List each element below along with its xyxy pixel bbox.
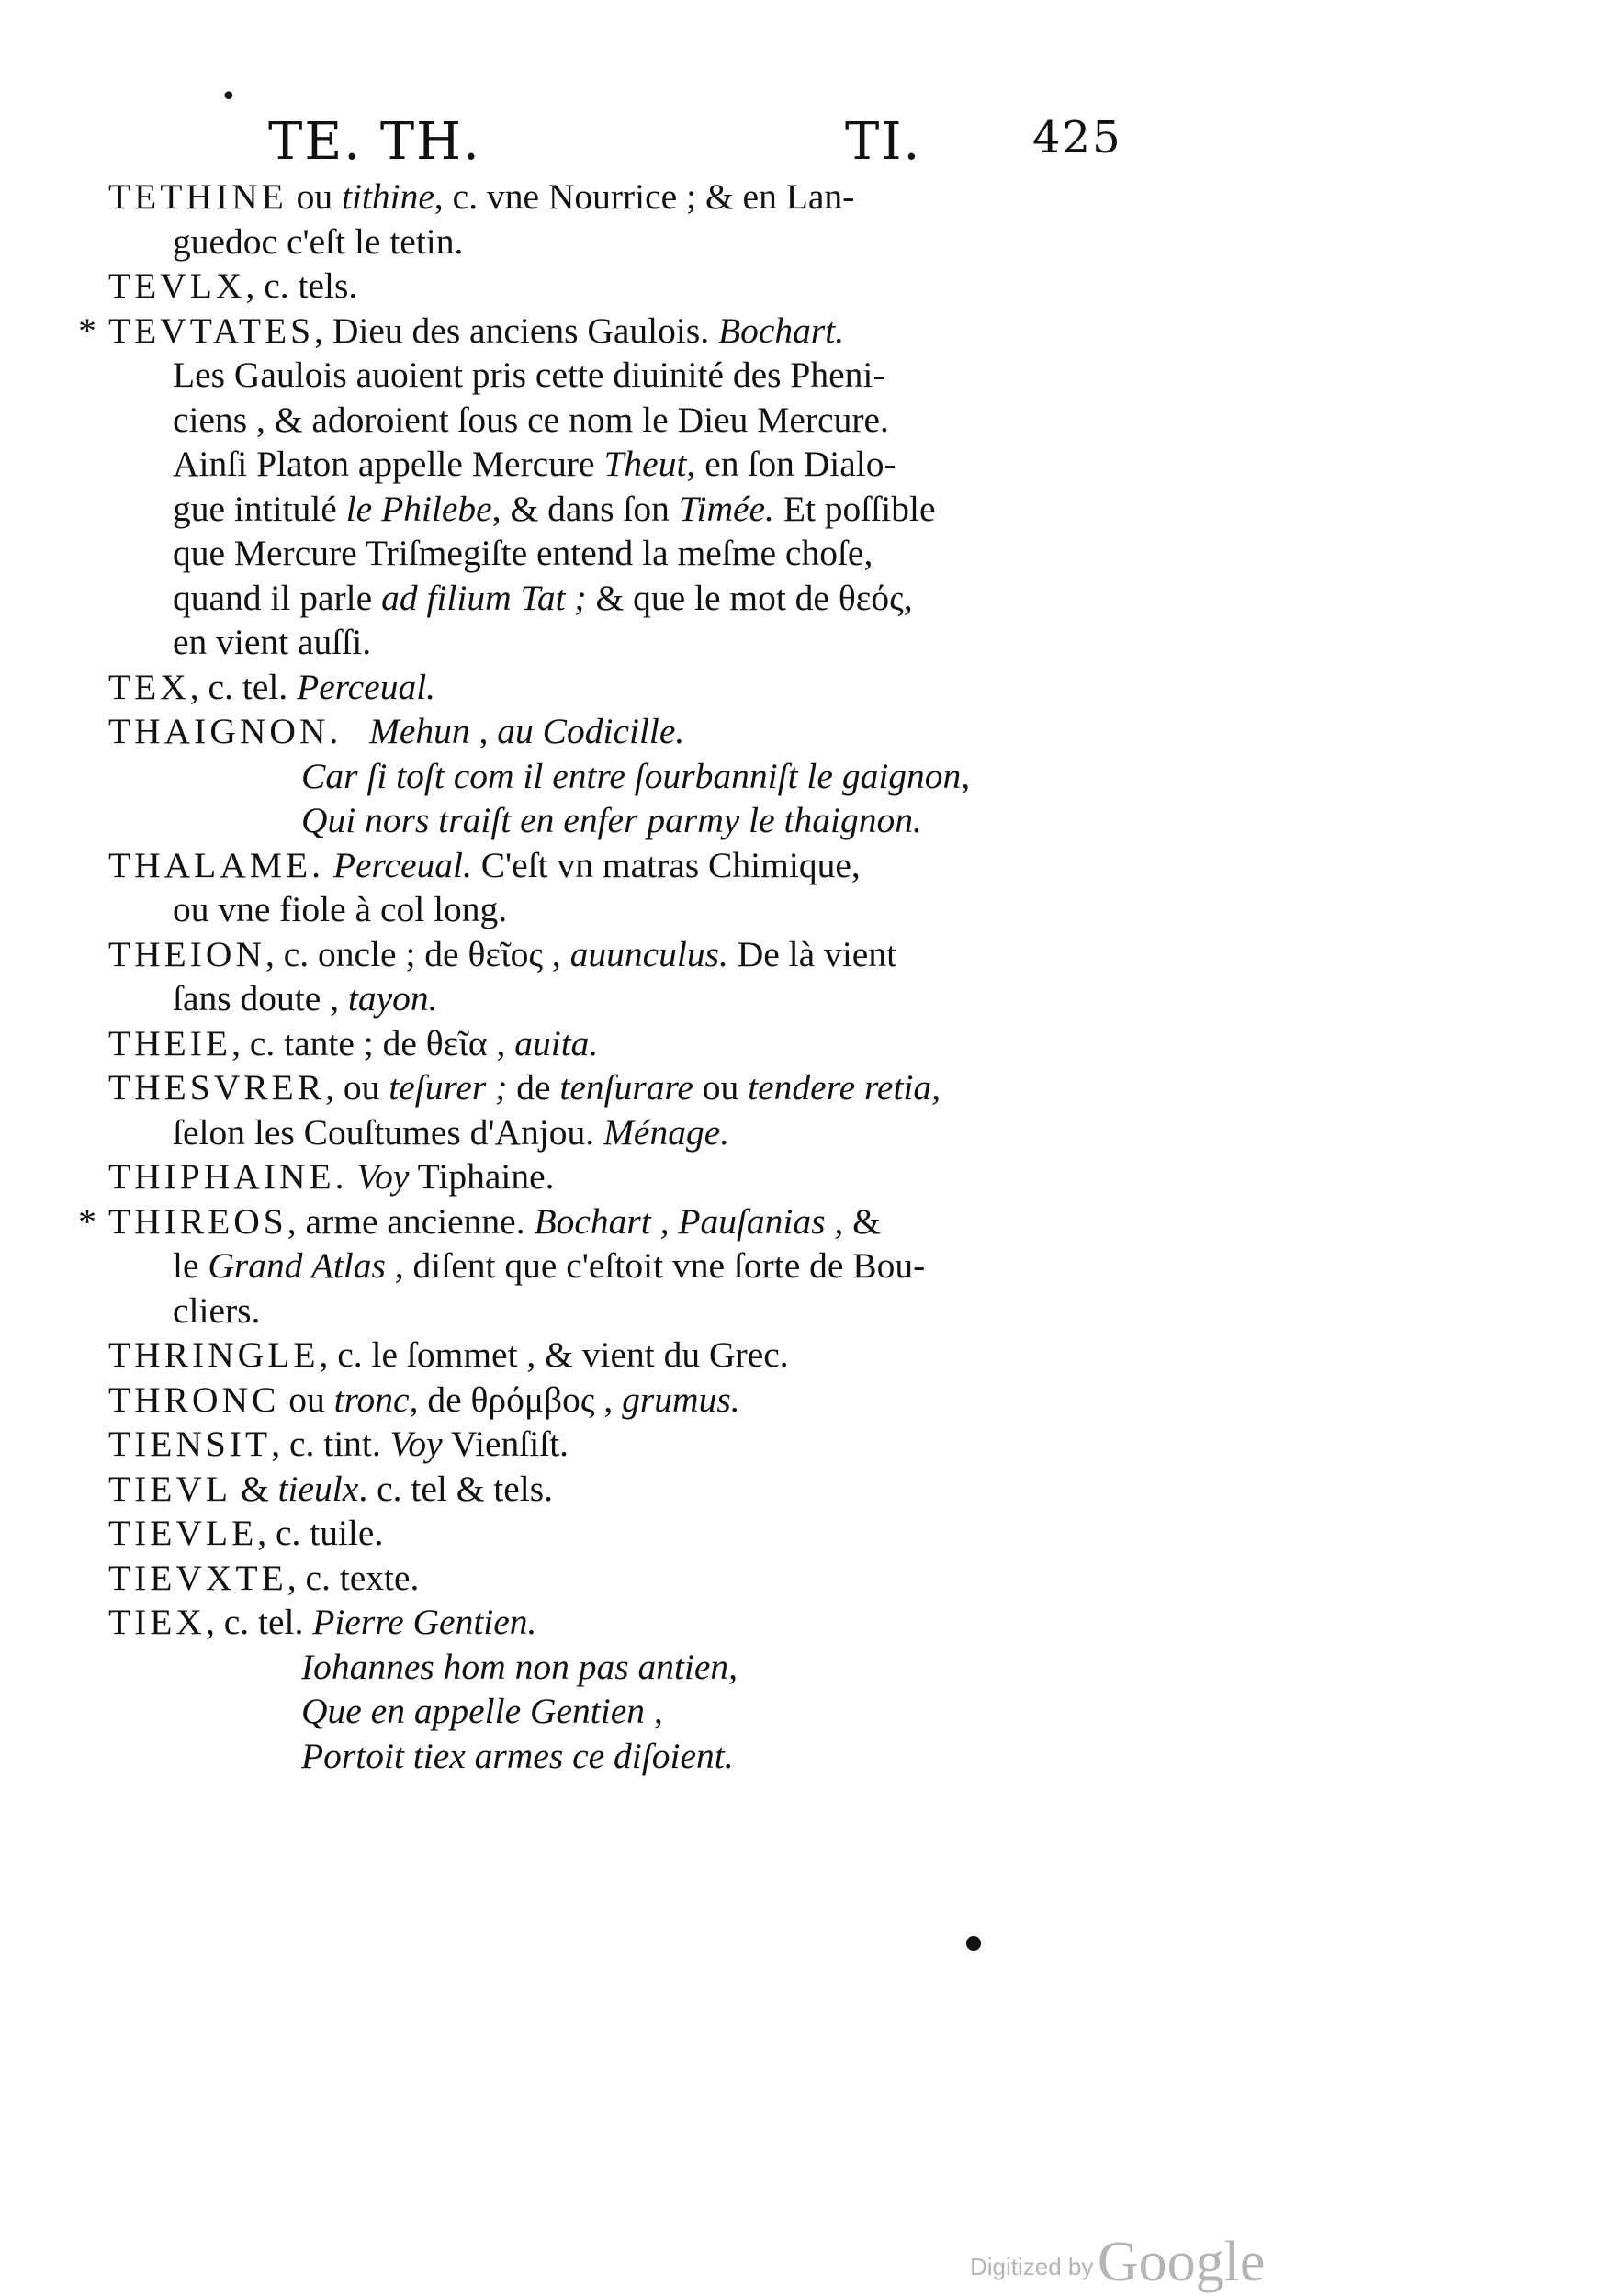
headword: TIEVLE <box>108 1513 258 1553</box>
entry-continuation: en vient auſſi. <box>173 622 372 662</box>
entry-text: , c. tels. <box>245 265 358 306</box>
entry-text: quand il parle <box>173 577 373 618</box>
entry-tex <box>108 665 1137 710</box>
entry-italic: Voy <box>389 1424 443 1464</box>
entry-continuation: Les Gaulois auoient pris cette diuinité des Pheni- <box>173 355 885 395</box>
entry-text: . c. tel & tels. <box>358 1468 554 1509</box>
entry-text: Vienſiſt. <box>450 1424 569 1464</box>
headword: THRINGLE <box>108 1334 320 1375</box>
headword: THEIE <box>108 1022 232 1064</box>
entry-italic: teſurer ; <box>389 1067 508 1108</box>
entry-continuation: guedoc c'eſt le tetin. <box>173 220 464 262</box>
entry-italic: tendere retia, <box>748 1067 941 1108</box>
entry-text: de θρόμβος , <box>427 1379 614 1420</box>
headword: TIEVL <box>108 1468 232 1509</box>
verse-line: Car ſi toſt com il entre ſourbanniſt le gaignon, <box>301 755 971 796</box>
entry-thalame <box>108 843 1137 888</box>
entry-text: , & dans ſon <box>491 488 670 529</box>
entry-italic: tronc, <box>333 1379 419 1420</box>
entry-italic: Timée. <box>678 488 774 529</box>
entry-continuation <box>108 1244 1137 1289</box>
entry-italic: Pierre Gentien. <box>312 1602 537 1642</box>
headword: THEION <box>108 933 265 974</box>
entry-text: diſent que c'eſtoit vne ſorte de Bou- <box>412 1245 926 1286</box>
entry-theion <box>108 932 1137 977</box>
entry-text: , c. tuile. <box>257 1513 384 1553</box>
entry-italic: Grand Atlas , <box>208 1245 404 1286</box>
entry-italic: Voy <box>356 1156 410 1197</box>
entry-text: , arme ancienne. <box>287 1200 525 1242</box>
google-logo-text: Google <box>1097 2231 1266 2293</box>
entry-text: ou <box>702 1067 739 1108</box>
entry-text: C'eſt vn matras Chimique, <box>480 844 861 885</box>
entry-italic: Perceual. <box>297 666 436 707</box>
entry-italic: tayon. <box>347 978 438 1019</box>
entry-text: ſans doute , <box>173 978 340 1019</box>
headword: THAIGNON. <box>108 711 343 751</box>
entry-text: ſelon les Couſtumes d'Anjou. <box>173 1111 595 1153</box>
entry-continuation: que Mercure Triſmegiſte entend la meſme choſe, <box>173 533 873 573</box>
entry-text: , c. le ſommet , & vient du Grec. <box>319 1334 789 1375</box>
entry-teutates <box>78 309 1137 354</box>
entry-continuation: ciens , & adoroient ſous ce nom le Dieu Mercure. <box>173 399 889 440</box>
entry-thronc <box>108 1378 1137 1423</box>
headword: TEVLX <box>108 265 246 306</box>
headword: TIENSIT <box>108 1424 272 1464</box>
entry-text: & <box>852 1200 881 1242</box>
verse-line: Que en appelle Gentien , <box>301 1691 663 1731</box>
entry-continuation <box>108 442 1137 487</box>
entry-thireos <box>78 1199 1137 1244</box>
entry-text: & <box>240 1468 269 1509</box>
entry-text: , Dieu des anciens Gaulois. <box>314 310 710 351</box>
entry-italic: auita. <box>514 1022 599 1064</box>
entry-continuation <box>108 576 1137 621</box>
entry-italic: tithine <box>341 176 434 217</box>
entry-text: , ou <box>325 1067 380 1108</box>
entry-italic: Theut <box>603 444 687 484</box>
running-head-left: TE. TH. <box>268 112 481 172</box>
entry-tievle <box>108 1511 1137 1556</box>
entry-tiensit <box>108 1422 1137 1467</box>
entry-text: De là vient <box>737 933 897 974</box>
entry-italic: Ménage. <box>603 1111 730 1153</box>
entry-italic: grumus. <box>622 1379 740 1420</box>
headword: THESVRER <box>108 1067 326 1108</box>
asterisk-mark: * <box>78 310 96 351</box>
entry-text: & que le mot de θεός, <box>595 577 913 618</box>
entry-text: , c. tel. <box>189 666 288 707</box>
entry-text: ou <box>288 1379 325 1420</box>
headword: TIEVXTE <box>108 1557 287 1598</box>
ink-speck: • <box>220 81 237 113</box>
headword: THALAME. <box>108 844 324 885</box>
verse-line: Iohannes hom non pas antien, <box>301 1646 738 1687</box>
headword: THIREOS <box>108 1200 287 1242</box>
entry-text: ou <box>296 176 333 217</box>
entry-thaignon <box>108 709 1137 754</box>
entry-tievxte <box>108 1556 1137 1601</box>
entry-text: Tiphaine. <box>417 1156 555 1197</box>
entry-text: de <box>516 1067 551 1108</box>
entry-tethine <box>108 174 1137 219</box>
digitization-watermark <box>970 2230 1265 2295</box>
entry-thiphaine <box>108 1154 1137 1199</box>
entry-text: , en ſon Dialo- <box>686 444 896 484</box>
entry-italic: le Philebe <box>345 488 492 529</box>
entry-text: gue intitulé <box>173 488 337 529</box>
entry-italic: auunculus. <box>569 933 728 974</box>
entry-italic: tieulx <box>277 1468 359 1509</box>
headword: TEX <box>108 666 190 707</box>
entry-text: Et poſſible <box>783 488 936 529</box>
entry-continuation <box>108 487 1137 532</box>
dictionary-body <box>78 174 1137 1778</box>
entry-text: , c. tint. <box>271 1424 381 1464</box>
entry-italic: Bochart , Pauſanias , <box>534 1200 844 1242</box>
headword: THRONC <box>108 1379 280 1420</box>
entry-text: , c. tante ; de θεῖα , <box>231 1022 506 1064</box>
entry-text: , c. oncle ; de θεῖος , <box>265 933 561 974</box>
entry-italic: Mehun , au Codicille. <box>368 711 685 751</box>
verse-line: Qui nors traiſt en enfer parmy le thaignon. <box>301 800 922 840</box>
verse-line: Portoit tiex armes ce diſoient. <box>301 1735 734 1776</box>
entry-continuation: ou vne fiole à col long. <box>173 889 508 929</box>
page-number: 425 <box>1032 112 1122 163</box>
entry-italic: Perceual. <box>332 844 472 885</box>
entry-text: , c. texte. <box>287 1557 420 1598</box>
asterisk-mark: * <box>78 1200 96 1242</box>
entry-continuation <box>108 976 1137 1021</box>
entry-continuation <box>108 1110 1137 1155</box>
entry-text: Ainſi Platon appelle Mercure <box>173 444 595 484</box>
entry-italic: Bochart. <box>718 310 845 351</box>
entry-tiex <box>108 1600 1137 1645</box>
entry-thringle <box>108 1333 1137 1378</box>
watermark-text: Digitized by <box>970 2253 1094 2280</box>
entry-italic: tenſurare <box>559 1067 693 1108</box>
entry-theie <box>108 1021 1137 1066</box>
running-head-middle: TI. <box>845 112 922 172</box>
headword: TETHINE <box>108 176 287 217</box>
headword: THIPHAINE. <box>108 1156 348 1197</box>
entry-text: , c. tel. <box>205 1602 304 1642</box>
entry-text: , c. vne Nourrice ; & en Lan- <box>434 176 855 217</box>
entry-italic: ad filium Tat ; <box>381 577 587 618</box>
ornament-dot <box>966 1936 981 1951</box>
entry-text: le <box>173 1245 199 1286</box>
headword: TIEX <box>108 1602 206 1642</box>
entry-tievl <box>108 1467 1137 1512</box>
entry-thesvrer <box>108 1065 1137 1110</box>
entry-continuation: cliers. <box>173 1289 261 1331</box>
headword: TEVTATES <box>108 310 315 351</box>
entry-teulx <box>108 264 1137 309</box>
